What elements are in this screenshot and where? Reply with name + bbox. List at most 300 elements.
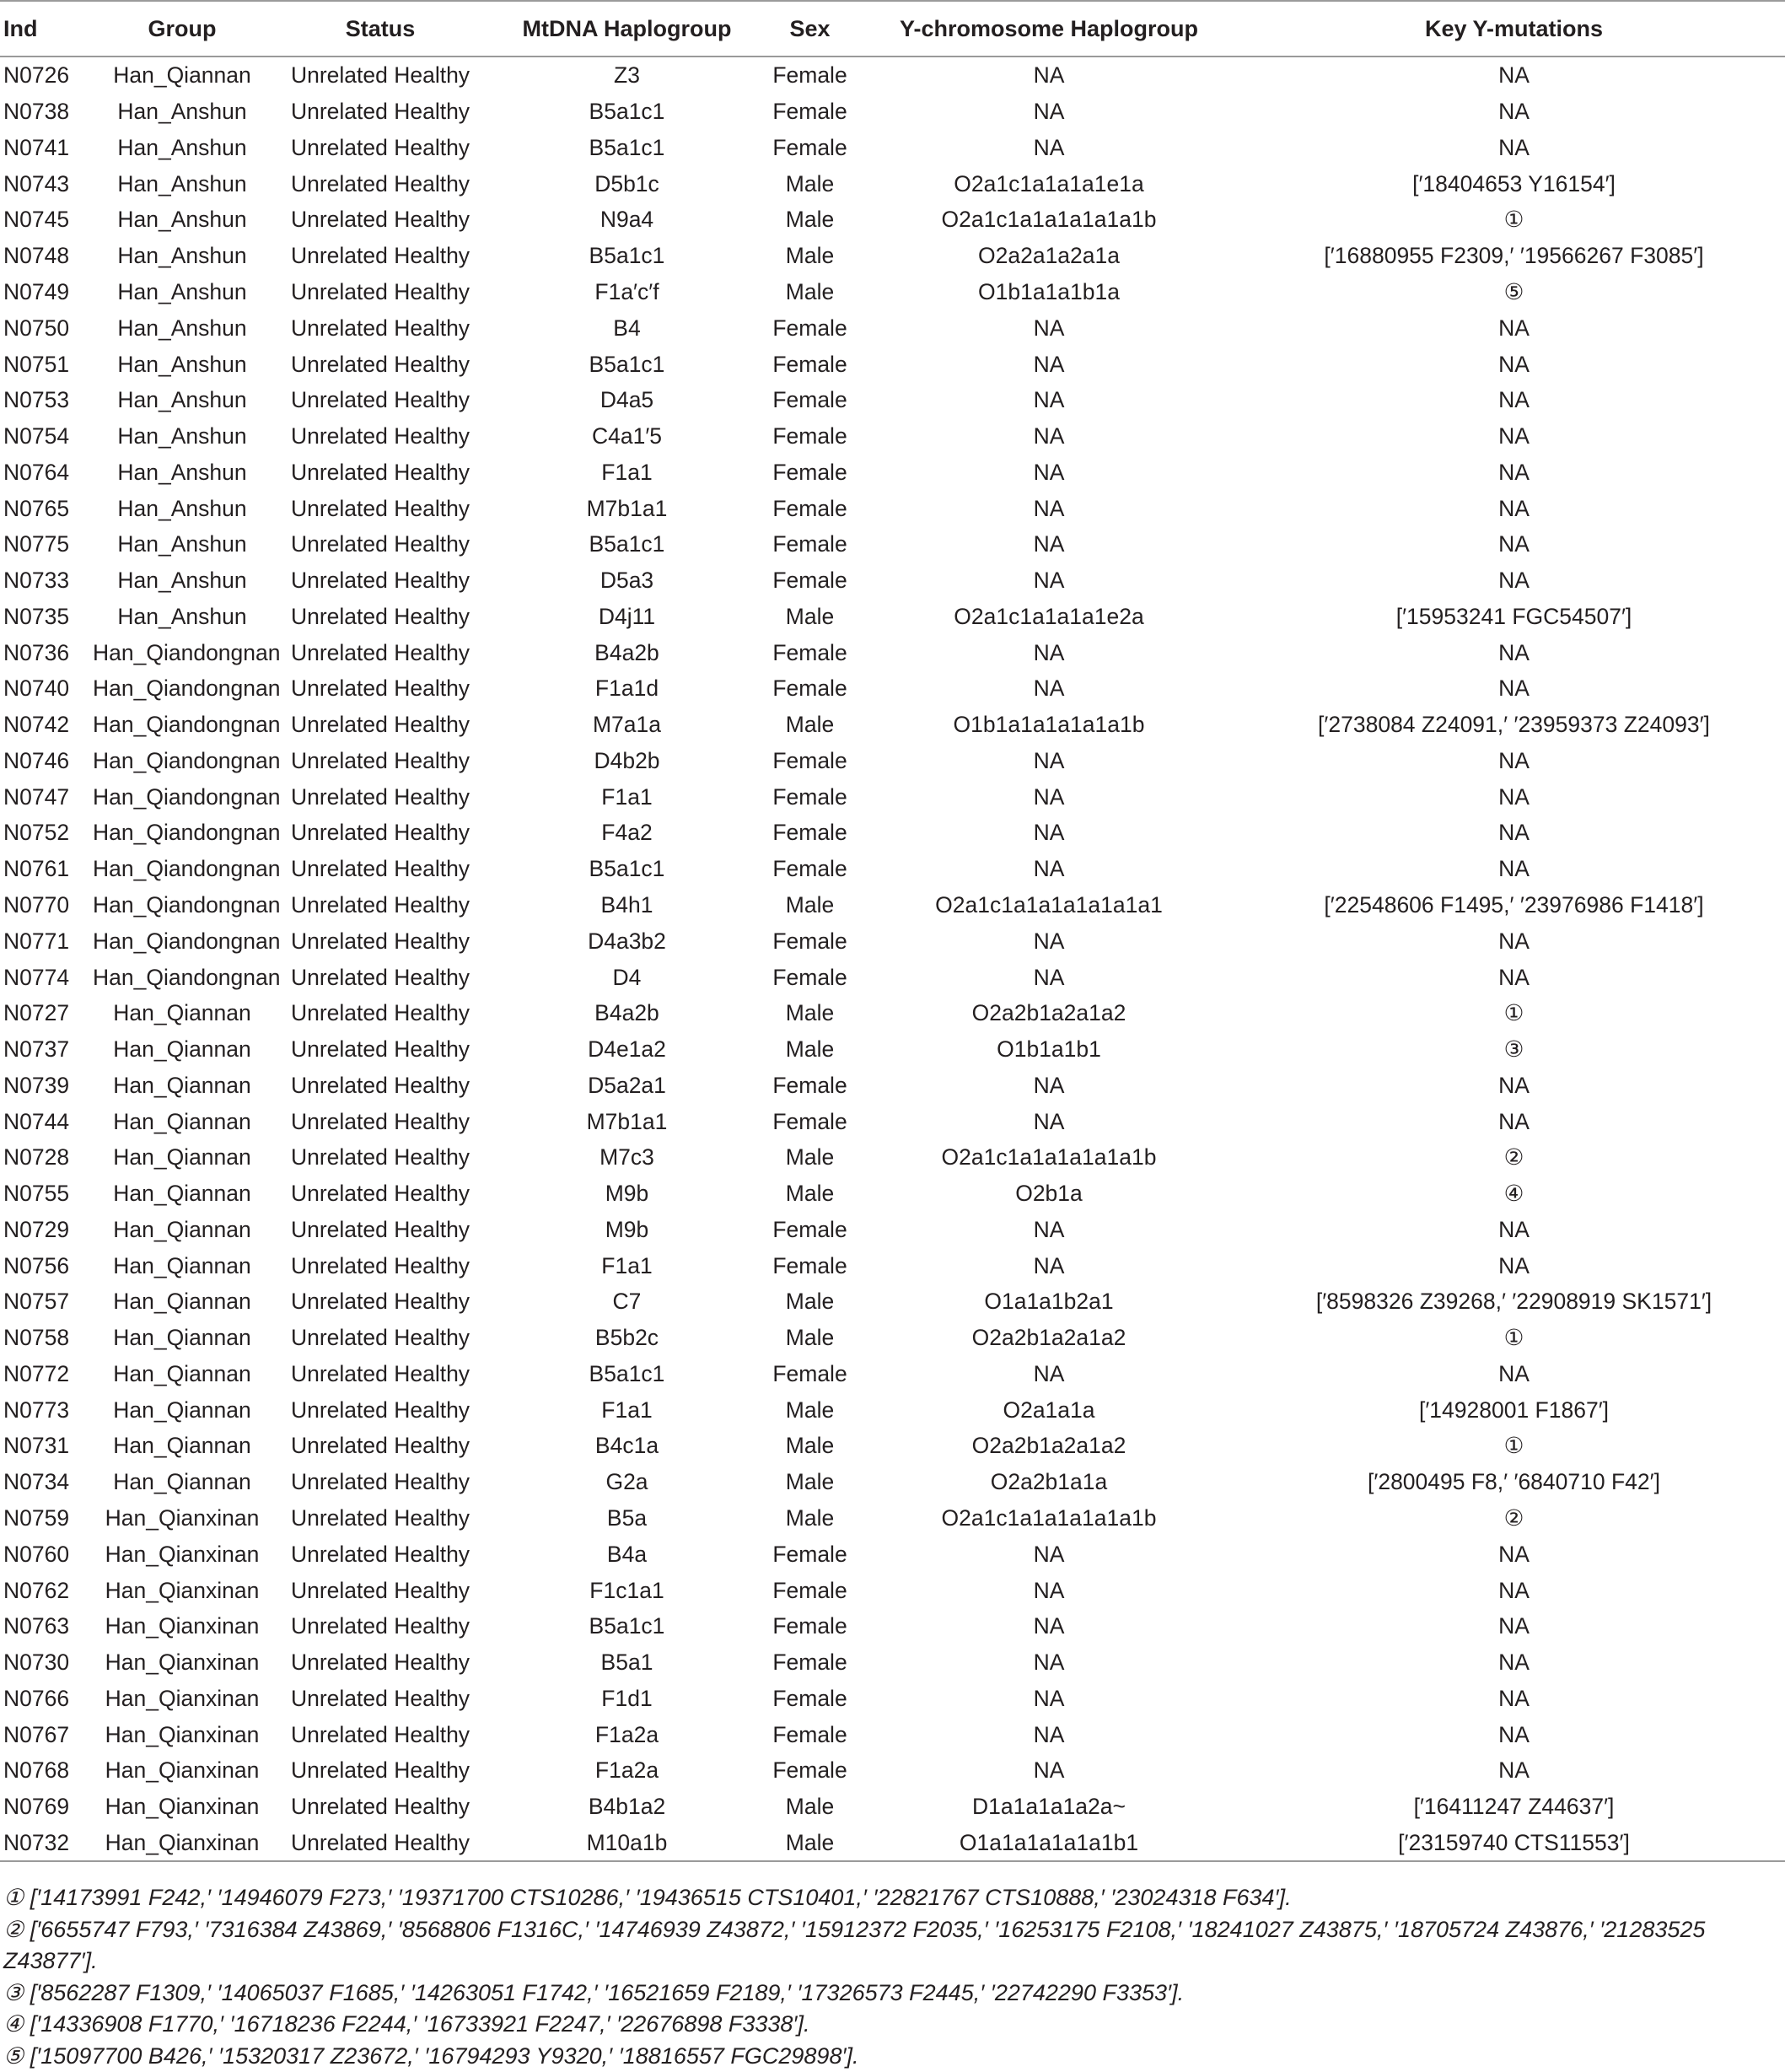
cell-sex: Female: [765, 1752, 855, 1789]
cell-mtdna-haplogroup: B4: [489, 309, 765, 346]
cell-key-y-mutations: ①: [1243, 202, 1785, 238]
table-row: [0, 1284, 1785, 1320]
cell-mtdna-haplogroup: F1a1: [489, 1247, 765, 1284]
cell-key-y-mutations: [′23159740 CTS11553′]: [1243, 1825, 1785, 1862]
footnote: ① [′14173991 F242,′ ′14946079 F273,′ ′19371700 CTS10286,′ ′19436515 CTS10401,′ ′22821767 CTS10888,′ ′23024318 F634′].: [3, 1882, 1778, 1914]
table-row: [0, 707, 1785, 743]
column-header-ind: Ind: [0, 1, 93, 57]
cell-sex: Female: [765, 130, 855, 166]
cell-mtdna-haplogroup: N9a4: [489, 202, 765, 238]
cell-ind: N0744: [0, 1103, 93, 1139]
cell-ind: N0756: [0, 1247, 93, 1284]
cell-sex: Female: [765, 418, 855, 455]
cell-group: Han_Qiannan: [93, 1428, 272, 1464]
cell-ind: N0754: [0, 418, 93, 455]
cell-y-chromosome-haplogroup: NA: [855, 1572, 1243, 1608]
cell-status: Unrelated Healthy: [272, 887, 489, 923]
cell-status: Unrelated Healthy: [272, 1212, 489, 1248]
cell-key-y-mutations: [′15953241 FGC54507′]: [1243, 598, 1785, 634]
column-header-y-chromosome-haplogroup: Y-chromosome Haplogroup: [855, 1, 1243, 57]
cell-sex: Male: [765, 1284, 855, 1320]
cell-sex: Female: [765, 1247, 855, 1284]
table-row: [0, 598, 1785, 634]
cell-ind: N0739: [0, 1067, 93, 1103]
cell-status: Unrelated Healthy: [272, 526, 489, 562]
cell-key-y-mutations: NA: [1243, 923, 1785, 959]
cell-status: Unrelated Healthy: [272, 1825, 489, 1862]
cell-mtdna-haplogroup: F1a2a: [489, 1716, 765, 1752]
cell-y-chromosome-haplogroup: O2a1a1a: [855, 1391, 1243, 1428]
table-row: [0, 94, 1785, 130]
cell-status: Unrelated Healthy: [272, 238, 489, 274]
cell-key-y-mutations: ②: [1243, 1500, 1785, 1537]
footnote: ③ [′8562287 F1309,′ ′14065037 F1685,′ ′14263051 F1742,′ ′16521659 F2189,′ ′17326573 F2445,′ ′22742290 F3353′].: [3, 1978, 1778, 2010]
cell-key-y-mutations: NA: [1243, 346, 1785, 382]
column-header-sex: Sex: [765, 1, 855, 57]
cell-mtdna-haplogroup: D5a2a1: [489, 1067, 765, 1103]
table-row: [0, 1536, 1785, 1572]
cell-sex: Male: [765, 598, 855, 634]
cell-key-y-mutations: ③: [1243, 1031, 1785, 1068]
cell-status: Unrelated Healthy: [272, 1176, 489, 1212]
cell-sex: Female: [765, 562, 855, 599]
cell-status: Unrelated Healthy: [272, 94, 489, 130]
cell-group: Han_Qianxinan: [93, 1644, 272, 1681]
column-header-key-y-mutations: Key Y-mutations: [1243, 1, 1785, 57]
cell-key-y-mutations: [′16411247 Z44637′]: [1243, 1789, 1785, 1825]
cell-group: Han_Qiannan: [93, 1212, 272, 1248]
cell-sex: Female: [765, 923, 855, 959]
cell-sex: Female: [765, 634, 855, 670]
cell-ind: N0734: [0, 1464, 93, 1500]
cell-mtdna-haplogroup: B5a1: [489, 1644, 765, 1681]
cell-mtdna-haplogroup: B5a1c1: [489, 851, 765, 887]
cell-y-chromosome-haplogroup: NA: [855, 1356, 1243, 1392]
cell-ind: N0740: [0, 670, 93, 707]
cell-key-y-mutations: NA: [1243, 959, 1785, 995]
cell-ind: N0743: [0, 165, 93, 202]
cell-sex: Male: [765, 887, 855, 923]
cell-key-y-mutations: [′22548606 F1495,′ ′23976986 F1418′]: [1243, 887, 1785, 923]
cell-group: Han_Qianxinan: [93, 1608, 272, 1644]
table-row: [0, 1031, 1785, 1068]
cell-ind: N0764: [0, 454, 93, 490]
cell-sex: Female: [765, 1608, 855, 1644]
cell-status: Unrelated Healthy: [272, 202, 489, 238]
cell-y-chromosome-haplogroup: NA: [855, 562, 1243, 599]
cell-sex: Female: [765, 526, 855, 562]
cell-y-chromosome-haplogroup: O1b1a1b1: [855, 1031, 1243, 1068]
cell-ind: N0745: [0, 202, 93, 238]
cell-group: Han_Qiannan: [93, 1067, 272, 1103]
cell-mtdna-haplogroup: D5b1c: [489, 165, 765, 202]
cell-y-chromosome-haplogroup: NA: [855, 454, 1243, 490]
cell-sex: Female: [765, 1067, 855, 1103]
table-row: [0, 130, 1785, 166]
cell-key-y-mutations: NA: [1243, 1644, 1785, 1681]
cell-sex: Female: [765, 454, 855, 490]
cell-y-chromosome-haplogroup: NA: [855, 634, 1243, 670]
cell-status: Unrelated Healthy: [272, 923, 489, 959]
cell-group: Han_Qianxinan: [93, 1680, 272, 1716]
cell-y-chromosome-haplogroup: NA: [855, 1644, 1243, 1681]
cell-y-chromosome-haplogroup: NA: [855, 670, 1243, 707]
cell-ind: N0727: [0, 995, 93, 1031]
cell-status: Unrelated Healthy: [272, 1752, 489, 1789]
cell-mtdna-haplogroup: M7c3: [489, 1139, 765, 1176]
cell-sex: Female: [765, 1680, 855, 1716]
cell-group: Han_Anshun: [93, 130, 272, 166]
cell-status: Unrelated Healthy: [272, 346, 489, 382]
cell-sex: Female: [765, 382, 855, 418]
cell-ind: N0768: [0, 1752, 93, 1789]
cell-y-chromosome-haplogroup: O2a1c1a1a1a1a1a1b: [855, 202, 1243, 238]
cell-y-chromosome-haplogroup: NA: [855, 418, 1243, 455]
cell-sex: Male: [765, 1825, 855, 1862]
table-row: [0, 1428, 1785, 1464]
cell-status: Unrelated Healthy: [272, 1789, 489, 1825]
footnote: ④ [′14336908 F1770,′ ′16718236 F2244,′ ′16733921 F2247,′ ′22676898 F3338′].: [3, 2009, 1778, 2041]
cell-mtdna-haplogroup: M7b1a1: [489, 1103, 765, 1139]
cell-sex: Male: [765, 202, 855, 238]
column-header-group: Group: [93, 1, 272, 57]
cell-y-chromosome-haplogroup: O2a2b1a2a1a2: [855, 1320, 1243, 1356]
cell-status: Unrelated Healthy: [272, 562, 489, 599]
cell-key-y-mutations: [′2800495 F8,′ ′6840710 F42′]: [1243, 1464, 1785, 1500]
cell-sex: Female: [765, 1716, 855, 1752]
cell-group: Han_Anshun: [93, 238, 272, 274]
cell-sex: Female: [765, 959, 855, 995]
cell-status: Unrelated Healthy: [272, 1139, 489, 1176]
cell-y-chromosome-haplogroup: NA: [855, 1752, 1243, 1789]
cell-status: Unrelated Healthy: [272, 634, 489, 670]
cell-y-chromosome-haplogroup: NA: [855, 94, 1243, 130]
cell-status: Unrelated Healthy: [272, 1500, 489, 1537]
cell-sex: Female: [765, 1644, 855, 1681]
cell-key-y-mutations: [′14928001 F1867′]: [1243, 1391, 1785, 1428]
cell-group: Han_Qianxinan: [93, 1500, 272, 1537]
table-row: [0, 1752, 1785, 1789]
cell-group: Han_Qiandongnan: [93, 634, 272, 670]
cell-mtdna-haplogroup: M9b: [489, 1176, 765, 1212]
cell-ind: N0749: [0, 274, 93, 310]
cell-ind: N0761: [0, 851, 93, 887]
cell-mtdna-haplogroup: M7b1a1: [489, 490, 765, 526]
cell-status: Unrelated Healthy: [272, 670, 489, 707]
cell-ind: N0746: [0, 743, 93, 779]
cell-sex: Male: [765, 1789, 855, 1825]
cell-status: Unrelated Healthy: [272, 743, 489, 779]
cell-status: Unrelated Healthy: [272, 1031, 489, 1068]
table-row: [0, 165, 1785, 202]
cell-key-y-mutations: [′16880955 F2309,′ ′19566267 F3085′]: [1243, 238, 1785, 274]
cell-key-y-mutations: NA: [1243, 1212, 1785, 1248]
cell-key-y-mutations: ②: [1243, 1139, 1785, 1176]
cell-key-y-mutations: ①: [1243, 995, 1785, 1031]
cell-y-chromosome-haplogroup: NA: [855, 1680, 1243, 1716]
cell-status: Unrelated Healthy: [272, 1284, 489, 1320]
cell-sex: Female: [765, 1356, 855, 1392]
cell-mtdna-haplogroup: F1d1: [489, 1680, 765, 1716]
cell-ind: N0755: [0, 1176, 93, 1212]
footnotes: [3, 1882, 1778, 2072]
cell-group: Han_Qianxinan: [93, 1536, 272, 1572]
cell-y-chromosome-haplogroup: NA: [855, 743, 1243, 779]
table-row: [0, 562, 1785, 599]
cell-group: Han_Anshun: [93, 526, 272, 562]
cell-group: Han_Qiannan: [93, 1320, 272, 1356]
cell-group: Han_Qianxinan: [93, 1789, 272, 1825]
cell-mtdna-haplogroup: B5a1c1: [489, 1356, 765, 1392]
cell-ind: N0728: [0, 1139, 93, 1176]
cell-sex: Male: [765, 1391, 855, 1428]
table-row: [0, 670, 1785, 707]
cell-key-y-mutations: NA: [1243, 743, 1785, 779]
cell-key-y-mutations: NA: [1243, 1067, 1785, 1103]
cell-group: Han_Qiandongnan: [93, 670, 272, 707]
cell-key-y-mutations: NA: [1243, 94, 1785, 130]
cell-group: Han_Anshun: [93, 382, 272, 418]
cell-y-chromosome-haplogroup: NA: [855, 959, 1243, 995]
cell-mtdna-haplogroup: G2a: [489, 1464, 765, 1500]
cell-sex: Male: [765, 1428, 855, 1464]
table-row: [0, 1139, 1785, 1176]
table-row: [0, 1176, 1785, 1212]
cell-key-y-mutations: NA: [1243, 1752, 1785, 1789]
cell-ind: N0735: [0, 598, 93, 634]
cell-key-y-mutations: ④: [1243, 1176, 1785, 1212]
cell-mtdna-haplogroup: F1a1: [489, 778, 765, 815]
cell-key-y-mutations: NA: [1243, 309, 1785, 346]
cell-group: Han_Anshun: [93, 562, 272, 599]
cell-group: Han_Anshun: [93, 202, 272, 238]
cell-sex: Male: [765, 995, 855, 1031]
cell-key-y-mutations: [′18404653 Y16154′]: [1243, 165, 1785, 202]
cell-ind: N0772: [0, 1356, 93, 1392]
cell-y-chromosome-haplogroup: NA: [855, 851, 1243, 887]
cell-key-y-mutations: NA: [1243, 1572, 1785, 1608]
cell-status: Unrelated Healthy: [272, 707, 489, 743]
table-row: [0, 309, 1785, 346]
table-row: [0, 1067, 1785, 1103]
table-row: [0, 1680, 1785, 1716]
table-row: [0, 1320, 1785, 1356]
cell-y-chromosome-haplogroup: O2b1a: [855, 1176, 1243, 1212]
cell-group: Han_Anshun: [93, 94, 272, 130]
cell-y-chromosome-haplogroup: O1a1a1a1a1a1b1: [855, 1825, 1243, 1862]
cell-ind: N0765: [0, 490, 93, 526]
cell-group: Han_Anshun: [93, 598, 272, 634]
column-header-status: Status: [272, 1, 489, 57]
table-row: [0, 634, 1785, 670]
cell-y-chromosome-haplogroup: NA: [855, 1067, 1243, 1103]
cell-group: Han_Qiannan: [93, 1176, 272, 1212]
cell-status: Unrelated Healthy: [272, 1428, 489, 1464]
cell-ind: N0730: [0, 1644, 93, 1681]
cell-ind: N0738: [0, 94, 93, 130]
cell-key-y-mutations: NA: [1243, 851, 1785, 887]
cell-key-y-mutations: NA: [1243, 1608, 1785, 1644]
cell-group: Han_Anshun: [93, 346, 272, 382]
cell-mtdna-haplogroup: B5a1c1: [489, 130, 765, 166]
cell-ind: N0736: [0, 634, 93, 670]
cell-key-y-mutations: NA: [1243, 526, 1785, 562]
table-row: [0, 490, 1785, 526]
cell-mtdna-haplogroup: B5a1c1: [489, 94, 765, 130]
cell-group: Han_Qianxinan: [93, 1716, 272, 1752]
table-row: [0, 238, 1785, 274]
cell-ind: N0771: [0, 923, 93, 959]
cell-sex: Male: [765, 707, 855, 743]
cell-mtdna-haplogroup: B5b2c: [489, 1320, 765, 1356]
cell-y-chromosome-haplogroup: NA: [855, 1536, 1243, 1572]
table-row: [0, 743, 1785, 779]
cell-group: Han_Anshun: [93, 418, 272, 455]
cell-ind: N0752: [0, 815, 93, 851]
cell-sex: Female: [765, 743, 855, 779]
cell-mtdna-haplogroup: F1a1: [489, 1391, 765, 1428]
cell-sex: Male: [765, 274, 855, 310]
cell-y-chromosome-haplogroup: NA: [855, 1247, 1243, 1284]
cell-ind: N0758: [0, 1320, 93, 1356]
cell-mtdna-haplogroup: B5a1c1: [489, 526, 765, 562]
cell-key-y-mutations: ①: [1243, 1320, 1785, 1356]
cell-sex: Male: [765, 1464, 855, 1500]
cell-ind: N0774: [0, 959, 93, 995]
cell-group: Han_Qiandongnan: [93, 923, 272, 959]
cell-status: Unrelated Healthy: [272, 309, 489, 346]
header-row: [0, 1, 1785, 57]
cell-sex: Female: [765, 346, 855, 382]
cell-mtdna-haplogroup: D4a5: [489, 382, 765, 418]
cell-y-chromosome-haplogroup: NA: [855, 815, 1243, 851]
cell-sex: Female: [765, 1572, 855, 1608]
cell-y-chromosome-haplogroup: NA: [855, 309, 1243, 346]
cell-mtdna-haplogroup: B4h1: [489, 887, 765, 923]
cell-ind: N0731: [0, 1428, 93, 1464]
cell-status: Unrelated Healthy: [272, 1103, 489, 1139]
table-row: [0, 1789, 1785, 1825]
cell-status: Unrelated Healthy: [272, 1391, 489, 1428]
cell-mtdna-haplogroup: M10a1b: [489, 1825, 765, 1862]
cell-y-chromosome-haplogroup: NA: [855, 778, 1243, 815]
cell-status: Unrelated Healthy: [272, 274, 489, 310]
table-row: [0, 1572, 1785, 1608]
cell-y-chromosome-haplogroup: O2a2b1a2a1a2: [855, 995, 1243, 1031]
cell-status: Unrelated Healthy: [272, 995, 489, 1031]
cell-mtdna-haplogroup: Z3: [489, 57, 765, 94]
table-row: [0, 454, 1785, 490]
cell-group: Han_Anshun: [93, 309, 272, 346]
cell-sex: Female: [765, 309, 855, 346]
cell-group: Han_Anshun: [93, 454, 272, 490]
table-row: [0, 1608, 1785, 1644]
cell-group: Han_Qiannan: [93, 1103, 272, 1139]
cell-y-chromosome-haplogroup: NA: [855, 1608, 1243, 1644]
column-header-mtdna-haplogroup: MtDNA Haplogroup: [489, 1, 765, 57]
cell-key-y-mutations: NA: [1243, 1247, 1785, 1284]
cell-y-chromosome-haplogroup: O2a2b1a2a1a2: [855, 1428, 1243, 1464]
cell-ind: N0767: [0, 1716, 93, 1752]
cell-mtdna-haplogroup: B4a2b: [489, 995, 765, 1031]
cell-key-y-mutations: NA: [1243, 454, 1785, 490]
cell-status: Unrelated Healthy: [272, 382, 489, 418]
table-body: [0, 57, 1785, 1861]
cell-ind: N0750: [0, 309, 93, 346]
cell-status: Unrelated Healthy: [272, 851, 489, 887]
cell-group: Han_Qiandongnan: [93, 815, 272, 851]
table-row: [0, 526, 1785, 562]
cell-y-chromosome-haplogroup: O2a1c1a1a1a1e2a: [855, 598, 1243, 634]
cell-key-y-mutations: [′8598326 Z39268,′ ′22908919 SK1571′]: [1243, 1284, 1785, 1320]
table-row: [0, 778, 1785, 815]
cell-status: Unrelated Healthy: [272, 1356, 489, 1392]
cell-key-y-mutations: NA: [1243, 1716, 1785, 1752]
cell-status: Unrelated Healthy: [272, 1067, 489, 1103]
table-row: [0, 959, 1785, 995]
cell-sex: Male: [765, 238, 855, 274]
cell-y-chromosome-haplogroup: NA: [855, 382, 1243, 418]
cell-ind: N0770: [0, 887, 93, 923]
cell-y-chromosome-haplogroup: O2a1c1a1a1a1a1a1b: [855, 1500, 1243, 1537]
cell-group: Han_Qiannan: [93, 1247, 272, 1284]
cell-ind: N0737: [0, 1031, 93, 1068]
footnote: ⑤ [′15097700 B426,′ ′15320317 Z23672,′ ′16794293 Y9320,′ ′18816557 FGC29898′].: [3, 2041, 1778, 2072]
table-row: [0, 57, 1785, 94]
cell-mtdna-haplogroup: B4b1a2: [489, 1789, 765, 1825]
cell-mtdna-haplogroup: B5a1c1: [489, 238, 765, 274]
cell-ind: N0732: [0, 1825, 93, 1862]
cell-status: Unrelated Healthy: [272, 1464, 489, 1500]
table-row: [0, 1212, 1785, 1248]
cell-group: Han_Qiannan: [93, 1356, 272, 1392]
cell-group: Han_Qianxinan: [93, 1752, 272, 1789]
cell-sex: Male: [765, 1320, 855, 1356]
cell-group: Han_Qiannan: [93, 1139, 272, 1176]
cell-group: Han_Qianxinan: [93, 1572, 272, 1608]
cell-ind: N0751: [0, 346, 93, 382]
cell-key-y-mutations: NA: [1243, 418, 1785, 455]
cell-mtdna-haplogroup: B5a: [489, 1500, 765, 1537]
cell-group: Han_Qiandongnan: [93, 851, 272, 887]
cell-ind: N0760: [0, 1536, 93, 1572]
cell-key-y-mutations: NA: [1243, 490, 1785, 526]
cell-sex: Female: [765, 815, 855, 851]
cell-key-y-mutations: NA: [1243, 634, 1785, 670]
cell-group: Han_Qiandongnan: [93, 743, 272, 779]
cell-y-chromosome-haplogroup: NA: [855, 490, 1243, 526]
cell-key-y-mutations: [′2738084 Z24091,′ ′23959373 Z24093′]: [1243, 707, 1785, 743]
cell-status: Unrelated Healthy: [272, 454, 489, 490]
cell-group: Han_Anshun: [93, 165, 272, 202]
cell-key-y-mutations: NA: [1243, 670, 1785, 707]
cell-group: Han_Qiannan: [93, 995, 272, 1031]
cell-mtdna-haplogroup: D4j11: [489, 598, 765, 634]
table-row: [0, 923, 1785, 959]
cell-sex: Male: [765, 1500, 855, 1537]
cell-mtdna-haplogroup: D4: [489, 959, 765, 995]
cell-key-y-mutations: ⑤: [1243, 274, 1785, 310]
cell-mtdna-haplogroup: C7: [489, 1284, 765, 1320]
cell-key-y-mutations: NA: [1243, 778, 1785, 815]
cell-status: Unrelated Healthy: [272, 1320, 489, 1356]
table-row: [0, 1825, 1785, 1862]
cell-y-chromosome-haplogroup: O2a1c1a1a1a1a1a1a1: [855, 887, 1243, 923]
cell-status: Unrelated Healthy: [272, 1644, 489, 1681]
cell-ind: N0763: [0, 1608, 93, 1644]
table-row: [0, 815, 1785, 851]
cell-status: Unrelated Healthy: [272, 1572, 489, 1608]
